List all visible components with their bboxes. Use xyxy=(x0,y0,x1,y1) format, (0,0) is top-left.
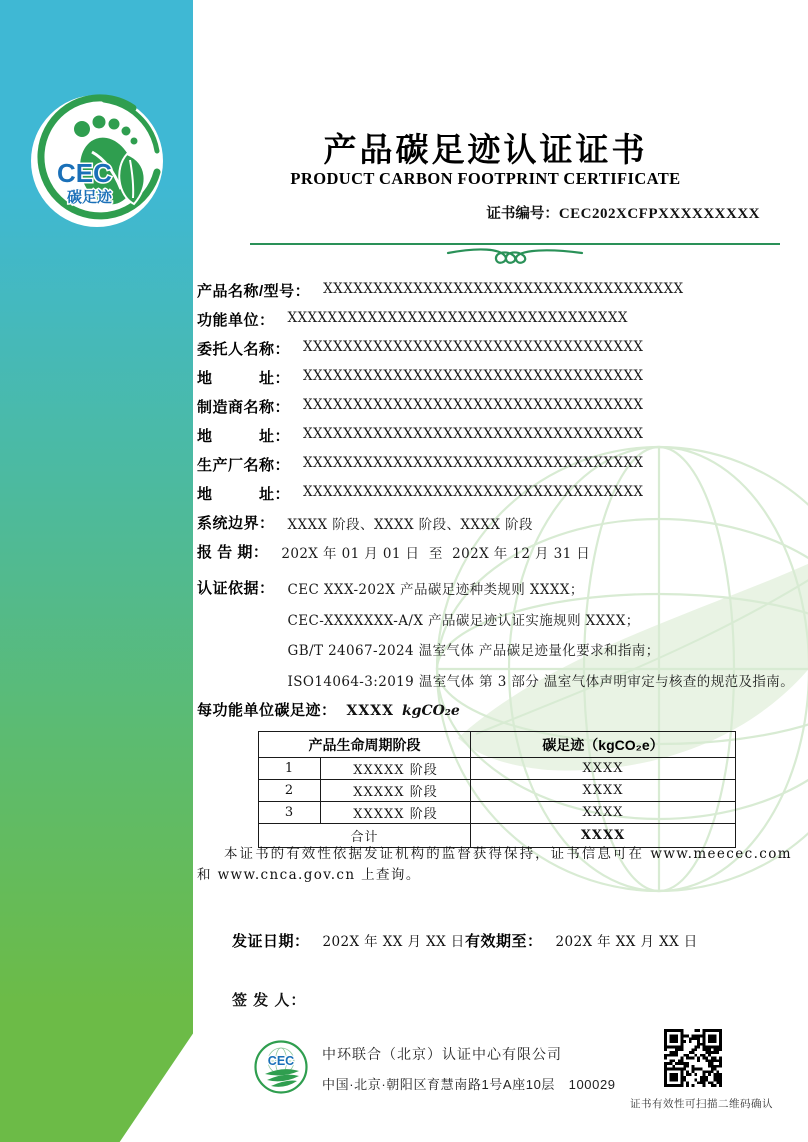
field-label: 地 址： xyxy=(197,370,291,387)
issue-date-value: 202X 年 XX 月 XX 日 xyxy=(322,934,465,950)
stage-number: 3 xyxy=(259,802,321,824)
field-value: XXXXXXXXXXXXXXXXXXXXXXXXXXXXXXXXXXXX xyxy=(323,281,684,297)
field-row-product-name xyxy=(197,280,797,309)
field-label: 制造商名称： xyxy=(197,399,291,416)
stage-name: XXXXX 阶段 xyxy=(321,758,471,780)
table-header-row xyxy=(259,732,736,758)
field-value: XXXXXXXXXXXXXXXXXXXXXXXXXXXXXXXXXX xyxy=(303,397,644,413)
qr-caption: 证书有效性可扫描二维码确认 xyxy=(630,1098,773,1110)
certification-basis xyxy=(197,577,807,700)
table-row xyxy=(259,802,736,824)
certificate-title: 产品碳足迹认证证书 xyxy=(323,131,648,168)
unit-footprint-unit: kgCO₂e xyxy=(401,703,460,719)
field-value: XXXXXXXXXXXXXXXXXXXXXXXXXXXXXXXXXX xyxy=(287,310,628,326)
field-row-system-boundary xyxy=(197,512,797,541)
basis-line: CEC-XXXXXXX-A/X 产品碳足迹认证实施规则 XXXX； xyxy=(287,612,640,629)
field-label: 委托人名称： xyxy=(197,341,291,358)
issue-date xyxy=(232,930,465,951)
table-row xyxy=(259,758,736,780)
table-row xyxy=(259,780,736,802)
field-label: 生产厂名称： xyxy=(197,457,291,474)
certificate-subtitle-en: PRODUCT CARBON FOOTPRINT CERTIFICATE xyxy=(290,169,681,188)
field-value: XXXXXXXXXXXXXXXXXXXXXXXXXXXXXXXXXX xyxy=(303,339,644,355)
field-label: 地 址： xyxy=(197,486,291,503)
qr-code xyxy=(664,1029,722,1087)
field-row-factory-address xyxy=(197,483,797,512)
issue-date-label: 发证日期： xyxy=(232,933,310,950)
field-value: XXXX 阶段、XXXX 阶段、XXXX 阶段 xyxy=(287,517,533,533)
stage-name: XXXXX 阶段 xyxy=(321,780,471,802)
field-value: XXXXXXXXXXXXXXXXXXXXXXXXXXXXXXXXXX xyxy=(303,368,644,384)
field-value: XXXXXXXXXXXXXXXXXXXXXXXXXXXXXXXXXX xyxy=(303,484,644,500)
field-label: 报 告 期： xyxy=(197,544,269,561)
certificate-fields xyxy=(197,280,797,570)
valid-until-value: 202X 年 XX 月 XX 日 xyxy=(555,934,698,950)
signer-label: 签 发 人： xyxy=(232,992,307,1009)
decorative-divider xyxy=(250,243,780,277)
stage-name: XXXXX 阶段 xyxy=(321,802,471,824)
stage-value: XXXX xyxy=(471,758,736,780)
header-lifecycle-stage: 产品生命周期阶段 xyxy=(259,732,471,758)
field-row-reporting-period xyxy=(197,541,797,570)
total-value: XXXX xyxy=(471,824,736,848)
field-value: XXXXXXXXXXXXXXXXXXXXXXXXXXXXXXXXXX xyxy=(303,455,644,471)
footer-logo-acronym: CEC xyxy=(267,1054,295,1068)
basis-line: ISO14064-3:2019 温室气体 第 3 部分 温室气体声明审定与核查的规范及指南。 xyxy=(287,673,795,690)
certification-basis-lines xyxy=(288,577,795,700)
field-row-factory-name xyxy=(197,454,797,483)
stage-value: XXXX xyxy=(471,780,736,802)
logo-acronym: CEC xyxy=(57,158,112,188)
total-label: 合计 xyxy=(259,824,471,848)
unit-footprint-value: XXXX xyxy=(346,703,394,719)
basis-line: CEC XXX-202X 产品碳足迹种类规则 XXXX； xyxy=(287,582,584,598)
field-row-client-address xyxy=(197,367,797,396)
field-row-manufacturer-address xyxy=(197,425,797,454)
field-row-client-name xyxy=(197,338,797,367)
header-carbon-footprint: 碳足迹（kgCO₂e） xyxy=(471,732,736,758)
basis-line: GB/T 24067-2024 温室气体 产品碳足迹量化要求和指南； xyxy=(287,643,660,659)
issuer-company-name: 中环联合（北京）认证中心有限公司 xyxy=(322,1046,562,1062)
certificate-number xyxy=(486,202,760,223)
valid-until-date xyxy=(465,930,698,951)
cec-footprint-logo xyxy=(30,94,164,228)
cec-round-logo xyxy=(253,1039,309,1095)
field-label: 产品名称/型号： xyxy=(197,283,311,300)
field-row-functional-unit xyxy=(197,309,797,338)
issuer-address: 中国·北京·朝阳区育慧南路1号A座10层 100029 xyxy=(322,1077,616,1092)
stage-value: XXXX xyxy=(471,802,736,824)
validity-note: 本证书的有效性依据发证机构的监督获得保持，证书信息可在 www.meecec.com 和 www.cnca.gov.cn 上查询。 xyxy=(197,846,792,883)
flourish-icon xyxy=(445,245,585,271)
certification-basis-label: 认证依据： xyxy=(197,580,275,597)
unit-carbon-footprint xyxy=(197,699,460,720)
lifecycle-stages-table xyxy=(258,731,736,848)
certificate-number-label: 证书编号： xyxy=(486,206,559,222)
field-value: 202X 年 01 月 01 日 至 202X 年 12 月 31 日 xyxy=(281,546,591,562)
field-label: 功能单位： xyxy=(197,312,275,329)
stage-number: 2 xyxy=(259,780,321,802)
valid-until-label: 有效期至： xyxy=(465,933,543,950)
field-row-manufacturer-name xyxy=(197,396,797,425)
unit-footprint-label: 每功能单位碳足迹： xyxy=(197,702,337,719)
logo-caption: 碳足迹 xyxy=(67,189,113,206)
certificate-number-value: CEC202XCFPXXXXXXXXX xyxy=(558,206,760,222)
field-value: XXXXXXXXXXXXXXXXXXXXXXXXXXXXXXXXXX xyxy=(303,426,644,442)
field-label: 系统边界： xyxy=(197,515,275,532)
stage-number: 1 xyxy=(259,758,321,780)
field-label: 地 址： xyxy=(197,428,291,445)
